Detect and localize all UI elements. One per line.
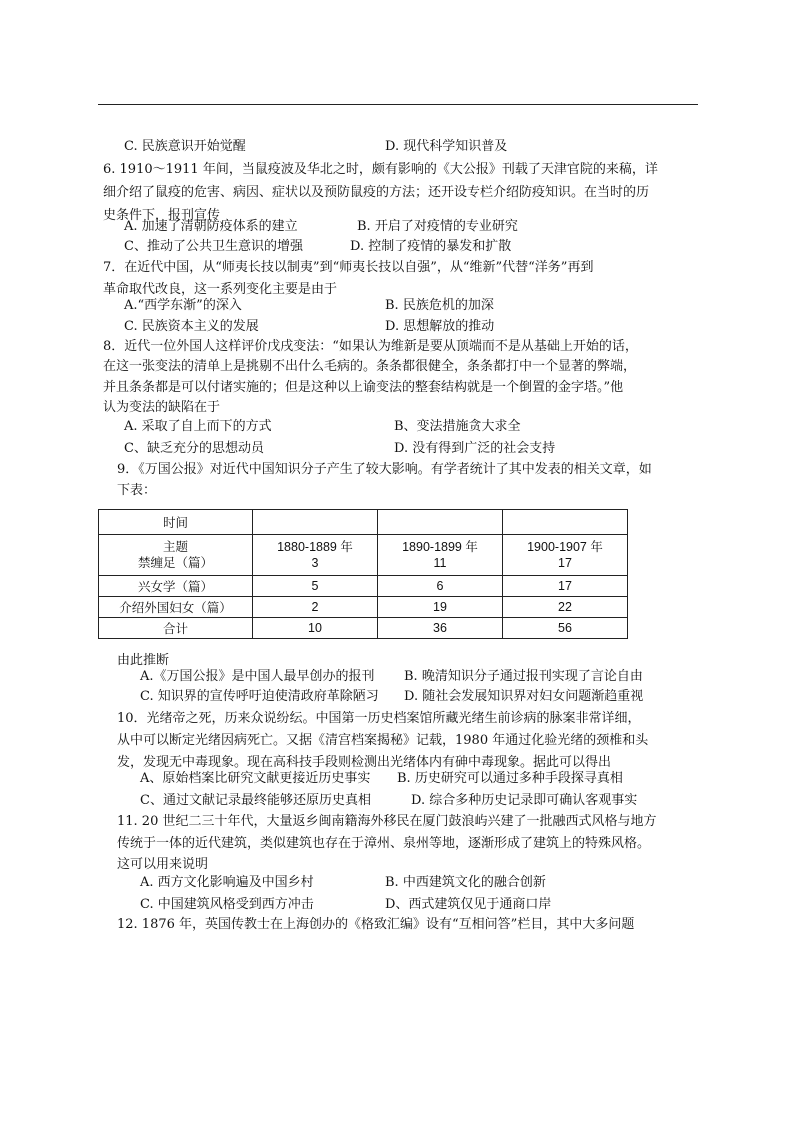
table-period-2: 1890-1899 年: [402, 540, 478, 554]
table-header-empty: [503, 510, 628, 535]
table-header-time: 时间: [99, 510, 253, 535]
q6-option-c: C、推动了公共卫生意识的增强: [124, 239, 303, 254]
q11-option-b: B. 中西建筑文化的融合创新: [385, 875, 546, 890]
q11-stem-line-2: 传统于一体的近代建筑，类似建筑也存在于漳州、泉州等地，逐渐形成了建筑上的特殊风格。: [117, 836, 651, 851]
q9-stem-line-2: 下表：: [117, 483, 157, 498]
q7-option-c: C. 民族资本主义的发展: [124, 319, 259, 334]
table-value: 22: [503, 597, 628, 618]
q9-option-a: A.《万国公报》是中国人最早创办的报刊: [140, 669, 375, 684]
q7-option-d: D. 思想解放的推动: [385, 319, 495, 334]
table-header-topic: 主题: [162, 540, 188, 554]
table-cell: [503, 535, 628, 576]
q8-stem-line-3: 并且条条都是可以付诸实施的；但是这种以上谕变法的整套结构就是一个倒置的金字塔。”他: [103, 380, 624, 395]
table-period-1: 1880-1889 年: [277, 540, 353, 554]
q6-option-b: B. 开启了对疫情的专业研究: [357, 219, 518, 234]
table-value: 17: [503, 576, 628, 597]
q9-data-table: [98, 509, 628, 639]
table-header-empty: [253, 510, 378, 535]
table-header-empty: [378, 510, 503, 535]
q7-stem-line-1: 7．在近代中国，从“师夷长技以制夷”到“师夷长技以自强”，从“维新”代替“洋务”再到: [103, 260, 594, 275]
q12-stem-line-1: 12. 1876 年，英国传教士在上海创办的《格致汇编》设有“互相问答”栏目，其中大多问题: [117, 917, 635, 932]
q7-option-b: B. 民族危机的加深: [385, 298, 494, 313]
q10-stem-line-2: 从中可以断定光绪因病死亡。又据《清宫档案揭秘》记载，1980 年通过化验光绪的颈椎和头: [117, 733, 649, 748]
q10-stem-line-1: 10．光绪帝之死，历来众说纷纭。中国第一历史档案馆所藏光绪生前诊病的脉案非常详细，: [117, 711, 641, 726]
table-value: 11: [433, 556, 447, 570]
table-value: 3: [311, 556, 319, 570]
table-value: 56: [503, 618, 628, 639]
q6-stem-line-1: 6. 1910～1911 年间，当鼠疫波及华北之时，颇有影响的《大公报》刊载了天津官院的来稿，详: [103, 162, 658, 177]
q9-inference-stem: 由此推断: [117, 653, 170, 668]
q9-option-b: B. 晚清知识分子通过报刊实现了言论自由: [404, 669, 643, 684]
q8-option-d: D. 没有得到广泛的社会支持: [394, 441, 556, 456]
q10-option-c: C、通过文献记录最终能够还原历史真相: [140, 793, 371, 808]
q8-option-a: A. 采取了自上而下的方式: [124, 419, 272, 434]
q8-stem-line-2: 在这一张变法的清单上是挑剔不出什么毛病的。条条都很健全，条条都打中一个显著的弊端，: [103, 359, 637, 374]
q11-stem-line-3: 这可以用来说明: [117, 857, 209, 872]
table-row-topic-foot-binding: [99, 535, 253, 576]
table-value: 19: [378, 597, 503, 618]
q10-stem-line-3: 发，发现无中毒现象。现在高科技手段则检测出光绪体内有砷中毒现象。据此可以得出: [117, 755, 612, 770]
table-cell: [378, 535, 503, 576]
q11-stem-line-1: 11. 20 世纪二三十年代，大量返乡闽南籍海外移民在厦门鼓浪屿兴建了一批融西式风格与地方: [117, 814, 657, 829]
q8-option-c: C、缺乏充分的思想动员: [124, 441, 264, 456]
q5-option-d: D. 现代科学知识普及: [385, 139, 508, 154]
q6-stem-line-3: 史条件下，报刊宣传: [103, 208, 221, 223]
q6-option-d: D. 控制了疫情的暴发和扩散: [350, 239, 512, 254]
table-row-label: 介绍外国妇女（篇）: [99, 597, 253, 618]
table-value: 36: [378, 618, 503, 639]
table-value: 5: [253, 576, 378, 597]
table-row-label: 兴女学（篇）: [99, 576, 253, 597]
table-row-label: 合计: [99, 618, 253, 639]
table-row-label: 禁缠足（篇）: [137, 556, 213, 570]
table-value: 6: [378, 576, 503, 597]
q6-stem-line-2: 细介绍了鼠疫的危害、病因、症状以及预防鼠疫的方法；还开设专栏介绍防疫知识。在当时的历: [103, 185, 650, 200]
q5-option-c: C. 民族意识开始觉醒: [124, 139, 246, 154]
q8-stem-line-1: 8．近代一位外国人这样评价戊戌变法：“如果认为维新是要从顶端而不是从基础上开始的话，: [103, 339, 638, 354]
q6-option-a: A. 加速了清朝防疫体系的建立: [124, 219, 298, 234]
q7-stem-line-2: 革命取代改良，这一系列变化主要是由于: [103, 282, 338, 297]
q7-option-a: A.“西学东渐”的深入: [124, 298, 242, 313]
q10-option-d: D. 综合多种历史记录即可确认客观事实: [411, 793, 638, 808]
q10-option-a: A、原始档案比研究文献更接近历史事实: [140, 771, 371, 786]
table-period-3: 1900-1907 年: [527, 540, 603, 554]
q11-option-a: A. 西方文化影响遍及中国乡村: [140, 875, 314, 890]
q9-option-c: C. 知识界的宣传呼吁迫使清政府革除陋习: [140, 689, 379, 704]
q10-option-b: B. 历史研究可以通过多种手段探寻真相: [397, 771, 623, 786]
q9-stem-line-1: 9．《万国公报》对近代中国知识分子产生了较大影响。有学者统计了其中发表的相关文章，如: [117, 462, 652, 477]
table-value: 17: [558, 556, 572, 570]
q11-option-c: C. 中国建筑风格受到西方冲击: [140, 897, 314, 912]
table-value: 10: [253, 618, 378, 639]
q8-option-b: B、变法措施贪大求全: [394, 419, 521, 434]
q8-stem-line-4: 认为变法的缺陷在于: [103, 400, 221, 415]
q11-option-d: D、西式建筑仅见于通商口岸: [385, 897, 552, 912]
header-rule: [98, 104, 698, 105]
q9-option-d: D. 随社会发展知识界对妇女问题渐趋重视: [404, 689, 644, 704]
table-value: 2: [253, 597, 378, 618]
table-cell: [253, 535, 378, 576]
